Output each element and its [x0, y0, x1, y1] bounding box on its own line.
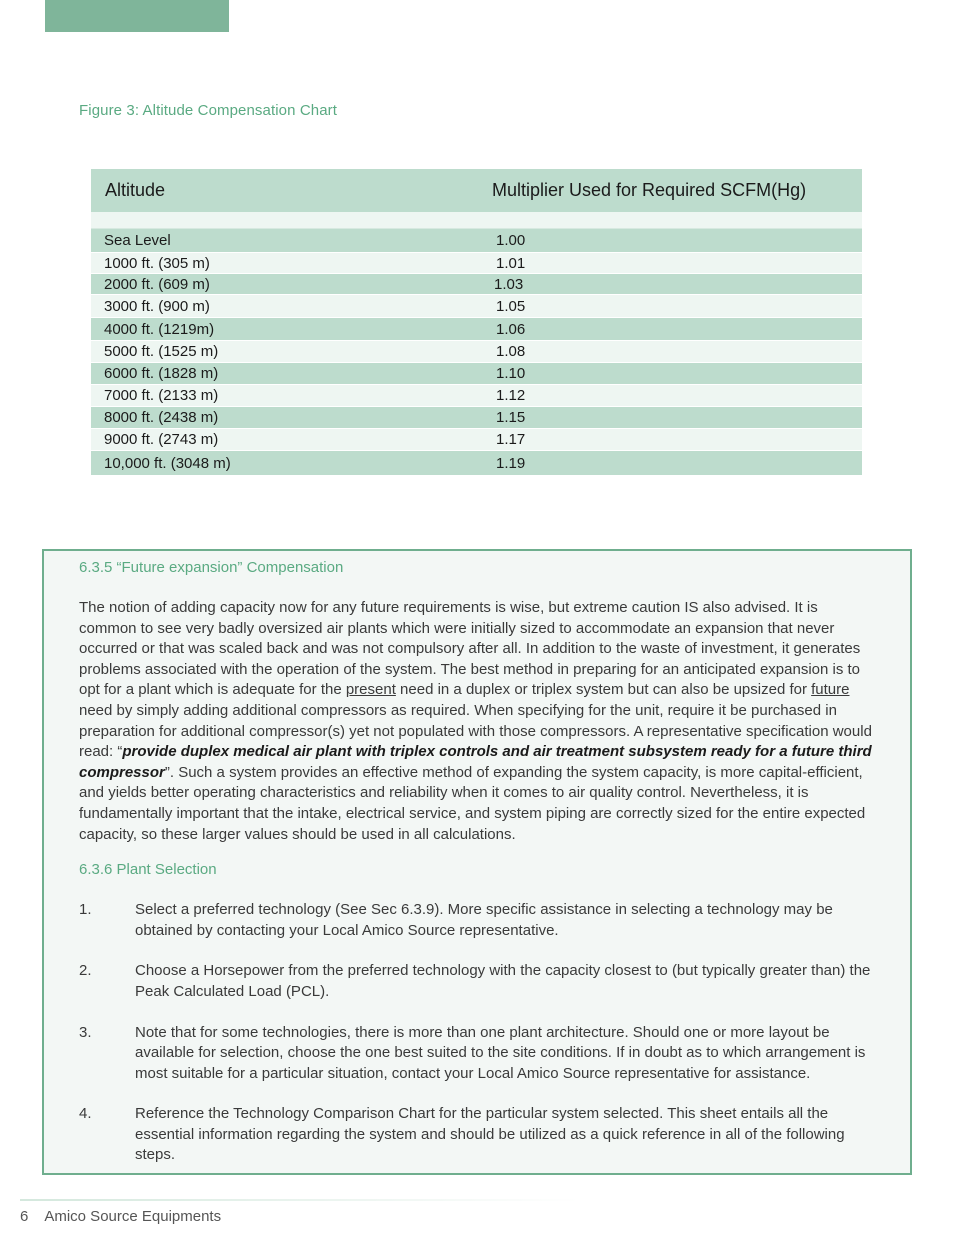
list-item-number: 3.	[79, 1023, 92, 1041]
altitude-cell: 4000 ft. (1219m)	[104, 320, 215, 338]
multiplier-cell: 1.19	[496, 454, 526, 472]
list-item-text: Choose a Horsepower from the preferred technology with the capacity closest to (but typically greater than) the Peak Calculated Load (PCL).	[135, 962, 871, 1000]
list-item-number: 4.	[79, 1105, 92, 1123]
multiplier-cell: 1.03	[494, 275, 524, 293]
altitude-table	[91, 169, 862, 475]
table-row	[91, 318, 862, 341]
spec-quote: provide duplex medical air plant with triplex controls and air treatment subsystem ready for a future third compressor	[79, 743, 872, 781]
table-header	[91, 169, 862, 212]
underlined-present: present	[345, 681, 396, 699]
list-item-text: Note that for some technologies, there is more than one plant architecture. Should one or more layout be available for selection, choose the one best suited to the site conditions. If in doubt as to which arrangement is most suitable for a particular situation, contact your Local Amico Source representative for assistance.	[135, 1023, 866, 1082]
multiplier-cell: 1.00	[496, 232, 526, 249]
list-item-number: 2.	[79, 962, 92, 980]
section-636-heading: 6.3.6 Plant Selection	[79, 861, 217, 879]
list-item	[79, 1023, 879, 1085]
altitude-cell: 5000 ft. (1525 m)	[104, 343, 219, 360]
list-item-text: Reference the Technology Comparison Chart for the particular system selected. This sheet entails all the essential information regarding the system and should be utilized as a quick reference in all of the following steps.	[135, 1105, 845, 1164]
header-altitude: Altitude	[105, 180, 166, 200]
list-item-text: Select a preferred technology (See Sec 6.3.9). More specific assistance in selecting a technology may be obtained by contacting your Local Amico Source representative.	[135, 901, 833, 939]
table-row	[91, 385, 862, 407]
plant-selection-list	[79, 900, 879, 1166]
multiplier-cell: 1.01	[496, 254, 526, 272]
info-panel-content	[79, 551, 879, 1166]
table-row	[91, 363, 862, 385]
page-footer	[20, 1208, 221, 1225]
altitude-cell: 9000 ft. (2743 m)	[104, 431, 219, 448]
table-row	[91, 341, 862, 363]
info-panel	[42, 549, 912, 1175]
list-item	[79, 900, 879, 941]
table-row	[91, 407, 862, 429]
table-row	[91, 295, 862, 318]
section-635-heading: 6.3.5 “Future expansion” Compensation	[79, 559, 344, 576]
header-multiplier: Multiplier Used for Required SCFM(Hg)	[492, 180, 807, 200]
underlined-future: future	[811, 681, 850, 699]
footer-divider	[20, 1199, 580, 1201]
section-635-paragraph: The notion of adding capacity now for any future requirements is wise, but extreme caution IS also advised. It is common to see very badly oversized air plants which were initially sized to accommodate an expansion that never occurred or that was scaled back and was not compulsory after all. In addition to the waste of investment, it generates problems associated with the operation of the system. The best method in preparing for an anticipated expansion is to opt for a plant which is adequate for the present need in a duplex or triplex system but can also be upsized for future need by simply adding additional compressors as required. When specifying for the unit, require it be purchased in preparation for additional compressor(s) yet not populated with those compressors. A representative specification would read: “provide duplex medical air plant with triplex controls and air treatment subsystem ready for a future third compressor”. Such a system provides an effective method of expanding the system capacity, is more capital-efficient, and yields better operating characteristics and reliability when it comes to air quality control. Nevertheless, it is fundamentally important that the intake, electrical service, and system piping are correctly sized for the entire expected capacity, so these larger values should be used in all calculations.	[79, 599, 872, 843]
altitude-cell: 2000 ft. (609 m)	[104, 275, 210, 293]
table-row	[91, 274, 862, 295]
figure-caption: Figure 3: Altitude Compensation Chart	[79, 102, 338, 119]
multiplier-cell: 1.15	[496, 409, 526, 426]
page-number: 6	[20, 1208, 29, 1225]
footer-brand: Amico Source Equipments	[44, 1208, 222, 1225]
table-row	[91, 429, 862, 451]
altitude-cell: 6000 ft. (1828 m)	[104, 365, 219, 382]
multiplier-cell: 1.06	[496, 320, 526, 338]
list-item-number: 1.	[79, 901, 92, 919]
altitude-cell: Sea Level	[104, 232, 171, 249]
header-tab-bar	[45, 0, 229, 32]
altitude-cell: 3000 ft. (900 m)	[104, 297, 210, 315]
table-row	[91, 253, 862, 274]
altitude-cell: 8000 ft. (2438 m)	[104, 409, 219, 426]
altitude-cell: 7000 ft. (2133 m)	[104, 387, 219, 404]
altitude-cell: 10,000 ft. (3048 m)	[104, 454, 231, 472]
table-row	[91, 229, 862, 253]
table-spacer-row	[91, 212, 862, 229]
multiplier-cell: 1.10	[496, 365, 526, 382]
list-item	[79, 1104, 879, 1166]
multiplier-cell: 1.05	[496, 297, 526, 315]
multiplier-cell: 1.12	[496, 387, 526, 404]
multiplier-cell: 1.08	[496, 343, 526, 360]
table-row	[91, 451, 862, 475]
list-item	[79, 961, 879, 1002]
multiplier-cell: 1.17	[496, 431, 526, 448]
altitude-cell: 1000 ft. (305 m)	[104, 254, 210, 272]
